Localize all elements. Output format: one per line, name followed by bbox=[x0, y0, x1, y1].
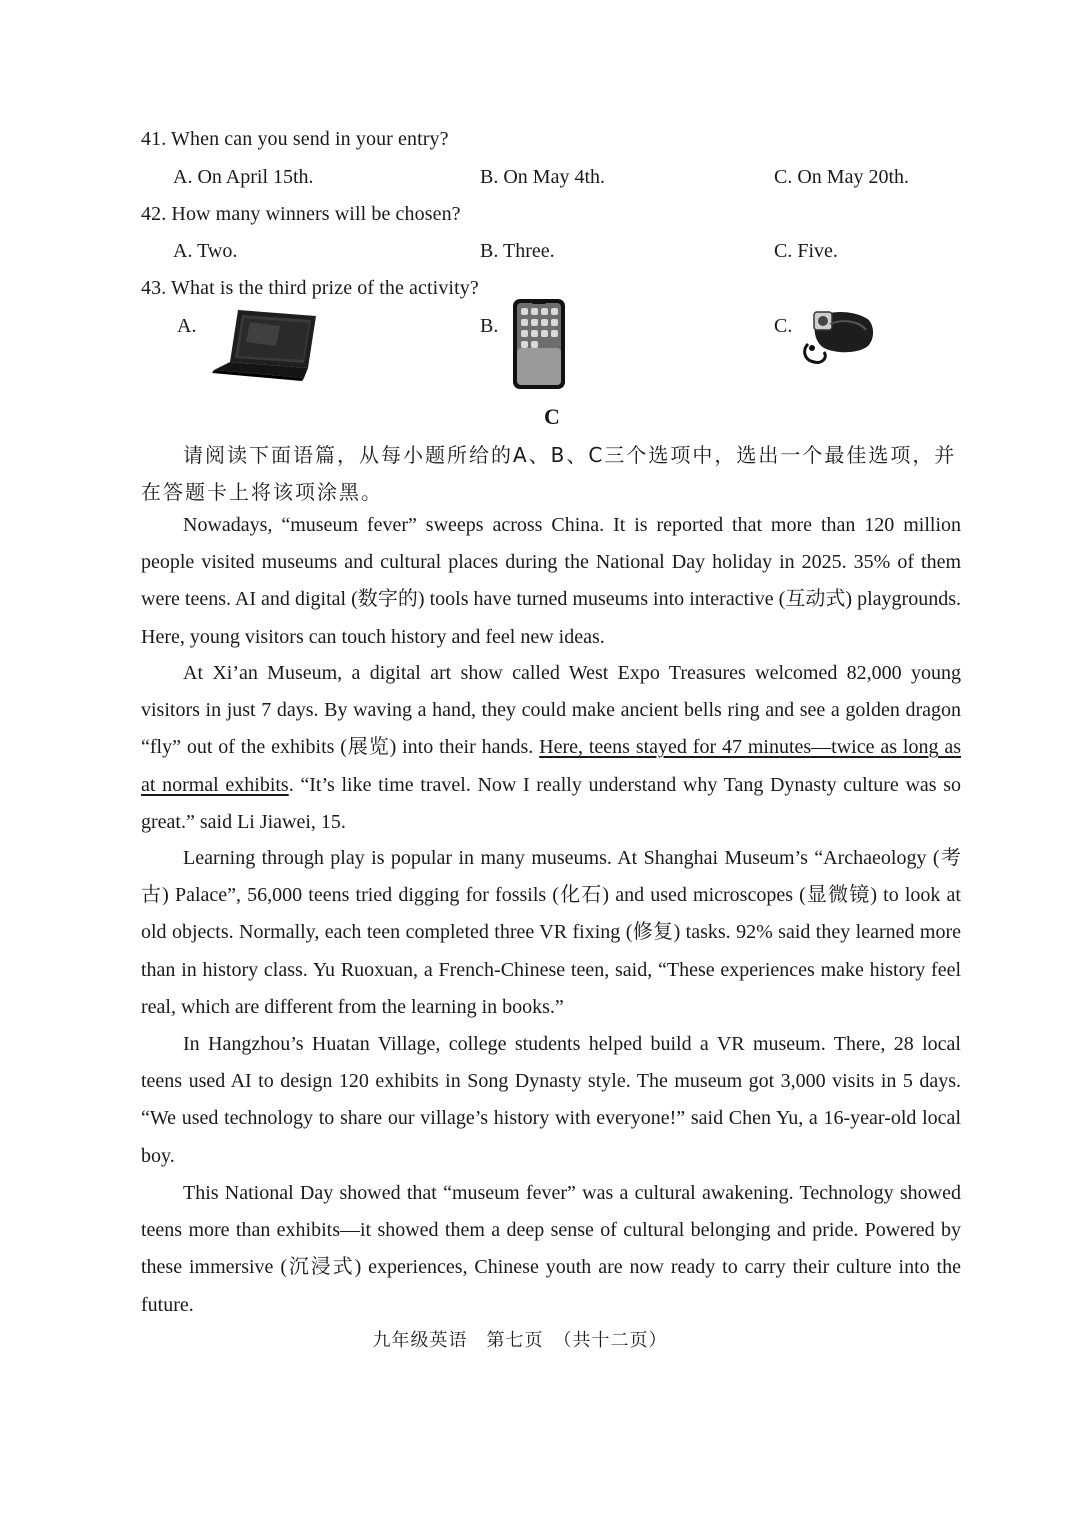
camera-icon bbox=[800, 304, 878, 366]
q43-option-b: B. bbox=[480, 315, 499, 337]
laptop-icon bbox=[210, 306, 320, 384]
passage-paragraph-2 bbox=[141, 655, 961, 841]
question-41: 41. When can you send in your entry? bbox=[141, 128, 449, 150]
page-footer: 九年级英语 第七页 （共十二页） bbox=[372, 1330, 668, 1351]
q42-option-a: A. Two. bbox=[173, 240, 238, 262]
question-42: 42. How many winners will be chosen? bbox=[141, 203, 461, 225]
q42-option-b: B. Three. bbox=[480, 240, 555, 262]
passage-paragraph-5: This National Day showed that “museum fever” was a cultural awakening. Technology showed teens more than exhibits—it showed them a deep sense of cultural belonging and pride. Powered by these immersive (沉浸式) experiences, Chinese youth are now ready to carry their culture into the future. bbox=[141, 1182, 961, 1316]
section-title: C bbox=[544, 404, 560, 429]
paragraph-2-text-end: . “It’s like time travel. Now I really understand why Tang Dynasty culture was so great.” said Li Jiawei, 15. bbox=[141, 773, 961, 833]
q41-option-a: A. On April 15th. bbox=[173, 166, 314, 188]
passage-paragraph-4: In Hangzhou’s Huatan Village, college students helped build a VR museum. There, 28 local teens used AI to design 120 exhibits in Song Dynasty style. The museum got 3,000 visits in 5 days. “We used technology to share our village’s history with everyone!” said Chen Yu, a 16-year-old local boy. bbox=[141, 1033, 961, 1167]
q41-option-c: C. On May 20th. bbox=[774, 166, 909, 188]
passage-paragraph-3: Learning through play is popular in many museums. At Shanghai Museum’s “Archaeology (考古) Palace”, 56,000 teens tried digging for fossils (化石) and used microscopes (显微镜) to look at old objects. Normally, each teen completed three VR fixing (修复) tasks. 92% said they learned more than in history class. Yu Ruoxuan, a French-Chinese teen, said, “These experiences make history feel real, which are different from the learning in books.” bbox=[141, 847, 961, 1018]
question-43: 43. What is the third prize of the activity? bbox=[141, 277, 479, 299]
underlined-sentence: Here, teens stayed for 47 minutes—twice as long as at normal exhibits bbox=[141, 736, 961, 796]
q42-option-c: C. Five. bbox=[774, 240, 838, 262]
passage-paragraph-1: Nowadays, “museum fever” sweeps across China. It is reported that more than 120 million people visited museums and cultural places during the National Day holiday in 2025. 35% of them were teens. AI and digital (数字的) tools have turned museums into interactive (互动式) playgrounds. Here, young visitors can touch history and feel new ideas. bbox=[141, 514, 961, 648]
paragraph-2-text-start: At Xi’an Museum, a digital art show called West Expo Treasures welcomed 82,000 young visitors in just 7 days. By waving a hand, they could make ancient bells ring and see a golden dragon “fly” out of the exhibits (展览) into their hands. bbox=[141, 662, 961, 759]
section-instruction: 请阅读下面语篇，从每小题所给的A、B、C三个选项中，选出一个最佳选项，并在答题卡上将该项涂黑。 bbox=[141, 443, 957, 504]
q43-option-c: C. bbox=[774, 315, 793, 337]
q41-option-b: B. On May 4th. bbox=[480, 166, 605, 188]
q43-option-a: A. bbox=[177, 315, 197, 337]
smartphone-icon bbox=[512, 298, 566, 390]
